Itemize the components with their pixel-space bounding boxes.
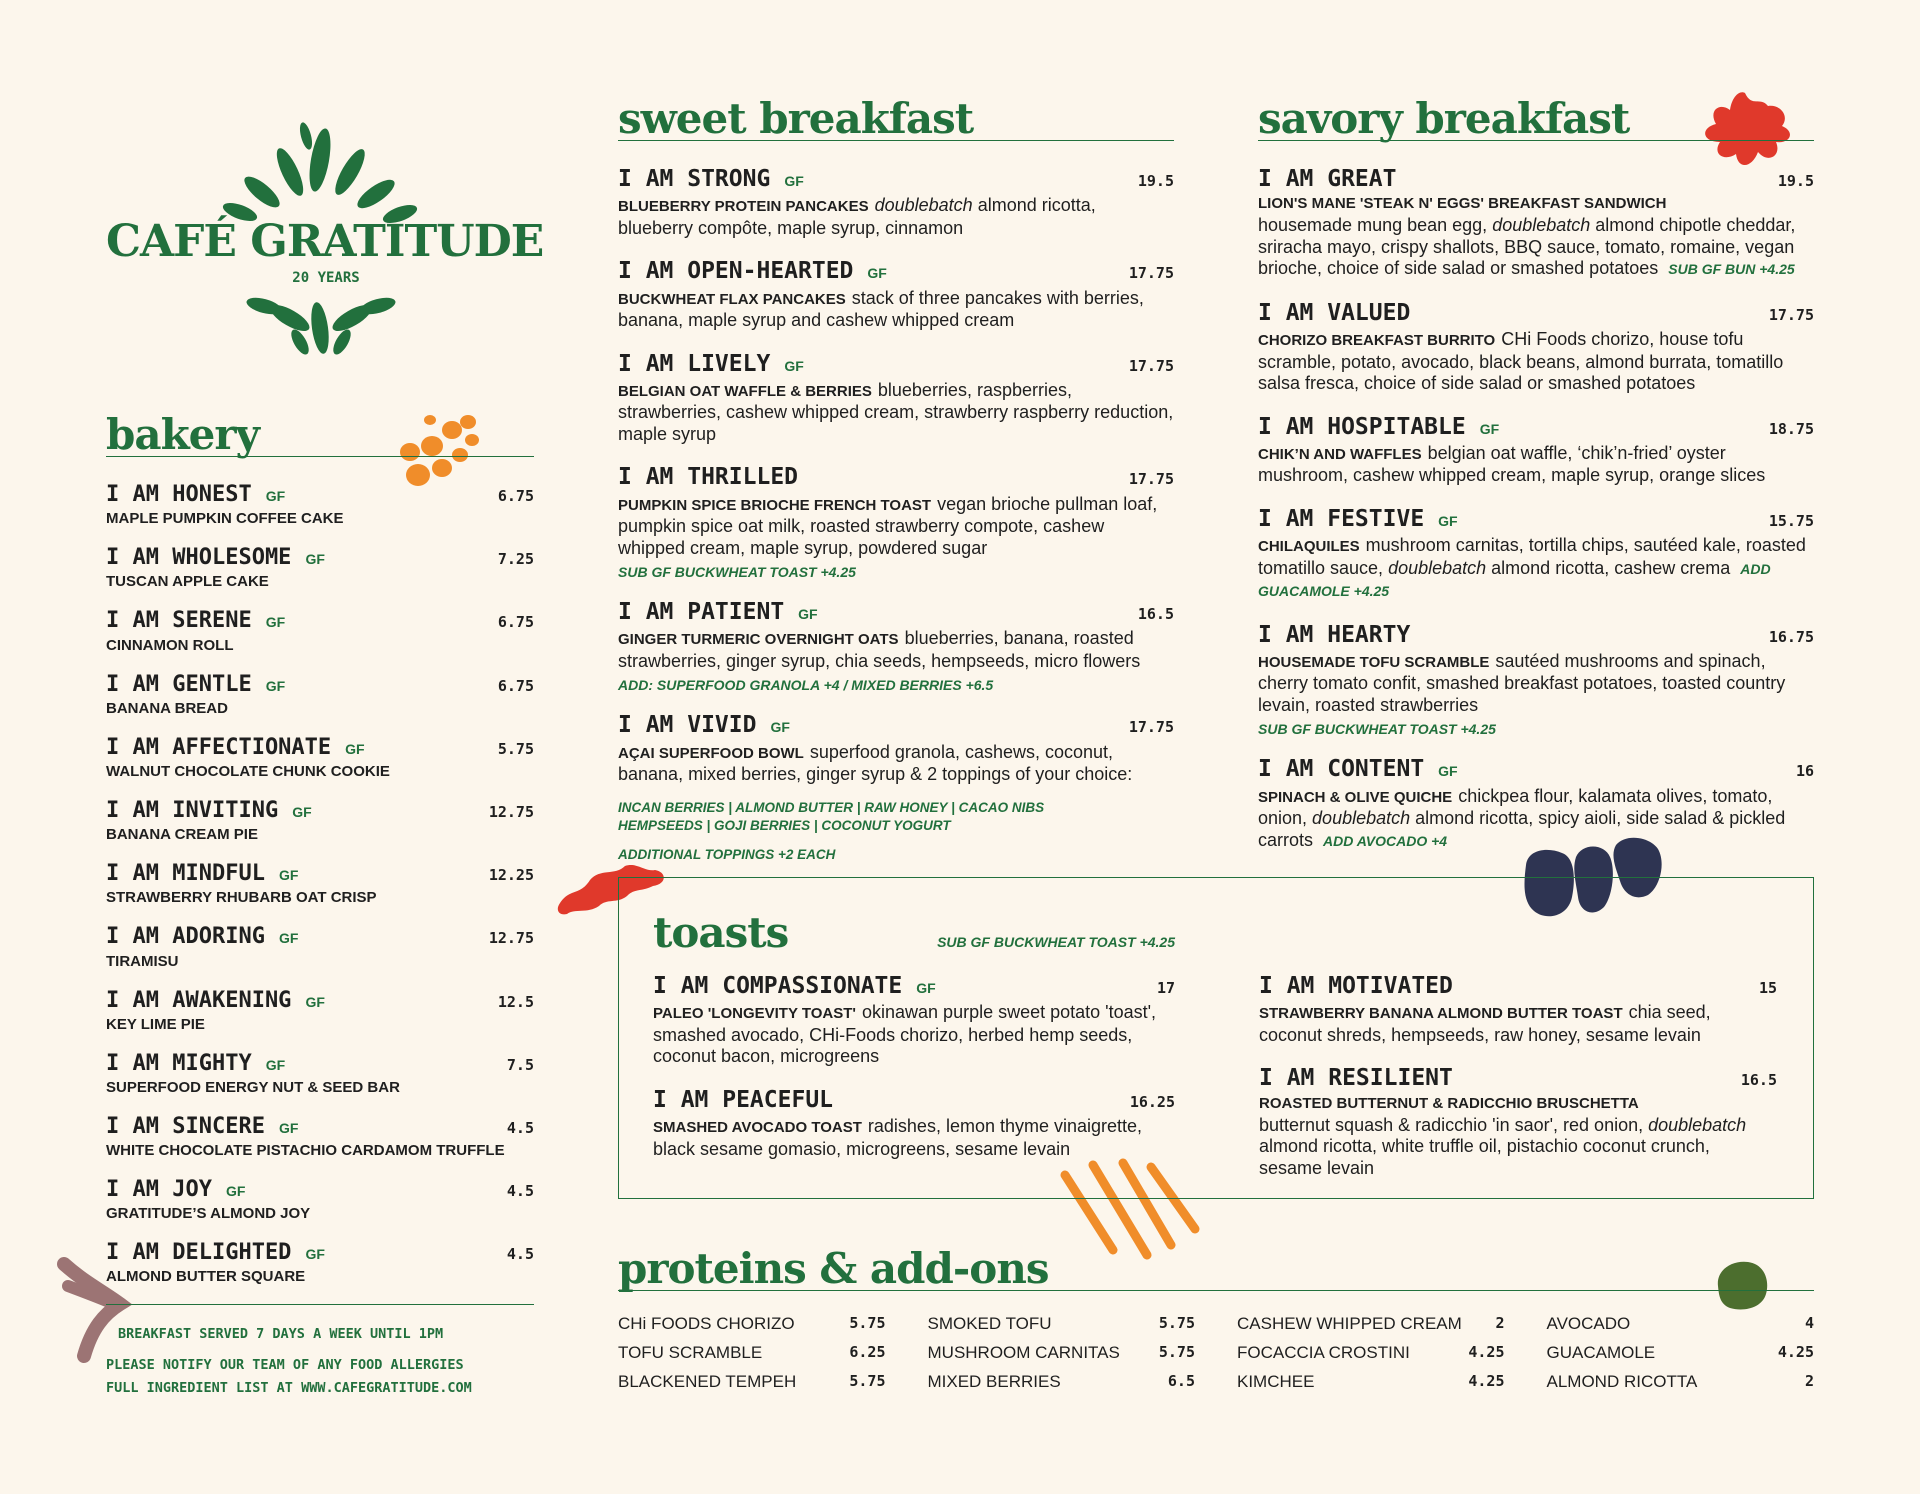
item-subtitle: WALNUT CHOCOLATE CHUNK COOKIE [106, 762, 390, 780]
item-price: 6.75 [497, 613, 534, 632]
item-name: I AM PEACEFUL [653, 1086, 834, 1113]
item-desc-text: chickpea flour, kalamata olives, tomato, onion, [1258, 785, 1773, 829]
gluten-free-badge: GF [305, 1246, 325, 1263]
gluten-free-badge: GF [916, 980, 936, 996]
item-name: I AM FESTIVE [1258, 505, 1425, 532]
addon-price: 4.25 [1468, 1372, 1505, 1390]
footer-line-website: FULL INGREDIENT LIST AT WWW.CAFEGRATITUDE.COM [106, 1380, 472, 1397]
item-description [1258, 651, 1814, 717]
item-desc-text: stack of three pancakes with berries, banana, maple syrup and cashew whipped cream [618, 287, 1144, 331]
toasts-left-column [653, 974, 1175, 1180]
item-dish-name: GINGER TURMERIC OVERNIGHT OATS [618, 631, 899, 649]
addon-item [928, 1309, 1196, 1338]
gluten-free-badge: GF [305, 993, 325, 1010]
gluten-free-badge: GF [292, 803, 312, 820]
item-price: 19.5 [1137, 172, 1174, 190]
item-price: 12.25 [488, 866, 534, 885]
item-price: 15 [1758, 979, 1777, 997]
gluten-free-badge: GF [305, 551, 325, 568]
item-desc-text: belgian oat waffle, ‘chik’n-fried’ oyster mushroom, cashew whipped cream, maple syrup, orange slices [1258, 442, 1766, 486]
item-price: 16.25 [1129, 1092, 1175, 1111]
item-desc-text: butternut squash & radicchio 'in saor', red onion, [1259, 1114, 1649, 1135]
item-note: ADD GUACAMOLE +4.25 [1258, 560, 1771, 600]
item-name-row [618, 600, 1174, 625]
item-name: I AM MIGHTY [106, 1050, 252, 1076]
item-name: I AM COMPASSIONATE [653, 973, 903, 999]
item-dish-name: CHORIZO BREAKFAST BURRITO [1258, 332, 1496, 350]
addon-name: CASHEW WHIPPED CREAM [1237, 1314, 1462, 1333]
item-price: 17.75 [1768, 305, 1814, 324]
item-name-row [1258, 507, 1814, 532]
item-name: I AM PATIENT [618, 599, 785, 626]
item-name: I AM GENTLE [106, 671, 252, 697]
item-price: 4.5 [506, 1118, 534, 1137]
item-name-row [106, 673, 534, 697]
item-subtitle: TUSCAN APPLE CAKE [106, 573, 269, 591]
item-subtitle: BANANA CREAM PIE [106, 826, 258, 844]
item-price: 16.75 [1768, 627, 1814, 646]
item-subtitle: TIRAMISU [106, 952, 179, 970]
item-note: SUB GF BUCKWHEAT TOAST +4.25 [618, 564, 856, 581]
item-price: 6.75 [497, 487, 534, 505]
item-desc-italic: doublebatch [874, 195, 973, 216]
item-description [1258, 329, 1814, 395]
menu-item [106, 483, 534, 527]
item-price: 16.5 [1740, 1071, 1777, 1090]
gluten-free-badge: GF [265, 677, 286, 694]
item-desc-italic: doublebatch [1492, 215, 1591, 236]
addon-item [928, 1367, 1196, 1396]
menu-item [106, 862, 534, 906]
addon-price: 4 [1804, 1314, 1814, 1332]
menu-item [1258, 167, 1814, 281]
item-subtitle: CINNAMON ROLL [106, 636, 234, 654]
toasts-section [618, 877, 1814, 1199]
item-dish-name: BUCKWHEAT FLAX PANCAKES [618, 290, 846, 308]
addon-price: 5.75 [1158, 1343, 1195, 1361]
item-dish-name: BLUEBERRY PROTEIN PANCAKES [618, 198, 869, 216]
item-dish-name: PUMPKIN SPICE BRIOCHE FRENCH TOAST [618, 496, 932, 514]
sweet-title: sweet breakfast [618, 94, 974, 143]
item-desc-italic: doublebatch [1388, 557, 1487, 578]
item-note: SUB GF BUN +4.25 [1668, 261, 1795, 278]
addon-name: KIMCHEE [1237, 1372, 1315, 1391]
menu-item [618, 465, 1174, 580]
addon-name: SMOKED TOFU [927, 1314, 1052, 1333]
item-name-row [106, 1115, 534, 1139]
addon-item [1237, 1367, 1505, 1396]
item-subtitle: STRAWBERRY RHUBARB OAT CRISP [106, 889, 377, 907]
item-name-row [1259, 1066, 1777, 1091]
addon-item [1547, 1309, 1815, 1338]
item-description [653, 1116, 1175, 1160]
gluten-free-badge: GF [1438, 763, 1458, 780]
item-name-row [1258, 623, 1814, 648]
item-description [618, 494, 1174, 560]
footer-line-hours: BREAKFAST SERVED 7 DAYS A WEEK UNTIL 1PM [118, 1326, 444, 1343]
item-dish-name: PALEO 'LONGEVITY TOAST' [653, 1005, 856, 1023]
item-name-row [618, 465, 1174, 490]
item-price: 17.75 [1128, 356, 1174, 375]
item-name-row [106, 546, 534, 570]
item-price: 4.5 [506, 1245, 534, 1264]
item-name: I AM STRONG [618, 166, 771, 192]
item-name: I AM SERENE [106, 608, 252, 634]
addon-price: 5.75 [1158, 1314, 1195, 1332]
item-name-row [1258, 415, 1814, 440]
item-description [618, 288, 1174, 332]
addon-name: GUACAMOLE [1546, 1343, 1656, 1362]
item-price: 17.75 [1128, 718, 1174, 737]
gluten-free-badge: GF [278, 930, 299, 947]
menu-item [1258, 415, 1814, 487]
item-name: I AM ADORING [106, 924, 265, 950]
item-note: SUB GF BUCKWHEAT TOAST +4.25 [1258, 721, 1496, 738]
logo-name: CAFÉ GRATITUDE [106, 216, 544, 267]
menu-item [653, 974, 1175, 1068]
item-note: ADD AVOCADO +4 [1323, 832, 1448, 849]
item-price: 4.5 [506, 1182, 534, 1201]
menu-item [106, 925, 534, 969]
gluten-free-badge: GF [225, 1183, 246, 1200]
menu-item [618, 352, 1174, 446]
item-desc-text: almond ricotta, white truffle oil, pistachio coconut crunch, sesame levain [1259, 1136, 1710, 1178]
addons-column [1237, 1309, 1505, 1396]
menu-item [653, 1088, 1175, 1160]
addon-name: BLACKENED TEMPEH [618, 1372, 797, 1391]
footer-line-allergies: PLEASE NOTIFY OUR TEAM OF ANY FOOD ALLERGIES [106, 1357, 464, 1374]
leaf-bottom-icon [220, 270, 420, 360]
item-name-row [1258, 167, 1814, 192]
menu-item [106, 673, 534, 717]
item-name: I AM DELIGHTED [106, 1240, 292, 1266]
item-desc-text: almond ricotta, spicy aioli, side salad & pickled carrots [1258, 808, 1786, 850]
item-note: ADD: SUPERFOOD GRANOLA +4 / MIXED BERRIES +6.5 [618, 677, 994, 694]
addons-column [618, 1309, 886, 1396]
menu-item [106, 799, 534, 843]
item-name-row [106, 925, 534, 949]
item-desc-text: vegan brioche pullman loaf, pumpkin spice oat milk, roasted strawberry compote, cashew whipped cream, maple syrup, powdered sugar [618, 493, 1158, 558]
logo-years: 20 YEARS [292, 270, 360, 286]
item-subtitle: LION'S MANE 'STEAK N' EGGS' BREAKFAST SANDWICH [1258, 195, 1667, 213]
addons-grid [618, 1309, 1814, 1396]
item-desc-text: almond ricotta, cashew crema [1486, 557, 1731, 578]
item-description [1259, 1115, 1777, 1180]
item-dish-name: CHILAQUILES [1258, 538, 1360, 556]
addon-name: TOFU SCRAMBLE [618, 1343, 763, 1362]
addon-item [618, 1338, 886, 1367]
item-desc-text: mushroom carnitas, tortilla chips, sautéed kale, roasted tomatillo sauce, [1258, 535, 1806, 578]
item-description [618, 195, 1174, 239]
item-price: 12.75 [488, 929, 534, 948]
item-toppings: INCAN BERRIES | ALMOND BUTTER | RAW HONEY | CACAO NIBS [618, 799, 1045, 815]
item-name: I AM VALUED [1258, 299, 1411, 326]
menu-item [1258, 623, 1814, 738]
addon-price: 4.25 [1777, 1343, 1814, 1361]
menu-item [1259, 974, 1777, 1046]
item-name-row [106, 862, 534, 886]
item-price: 5.75 [497, 739, 534, 758]
item-price: 17 [1156, 979, 1175, 997]
footer-divider [106, 1304, 534, 1305]
item-name: I AM MINDFUL [106, 861, 265, 887]
menu-item [106, 1178, 534, 1222]
item-description [1258, 443, 1814, 487]
item-dish-name: STRAWBERRY BANANA ALMOND BUTTER TOAST [1259, 1005, 1623, 1023]
menu-item [106, 1115, 534, 1159]
item-desc-italic: doublebatch [1312, 808, 1411, 829]
item-price: 18.75 [1768, 419, 1814, 438]
item-name-row [618, 713, 1174, 738]
gluten-free-badge: GF [278, 867, 299, 884]
item-name: I AM MOTIVATED [1259, 973, 1453, 999]
addon-item [618, 1367, 886, 1396]
item-name-row [653, 1088, 1175, 1113]
addons-section [618, 1244, 1814, 1396]
item-price: 6.75 [497, 676, 534, 695]
addon-price: 5.75 [849, 1372, 886, 1390]
savory-title: savory breakfast [1258, 94, 1630, 143]
item-name-row [1258, 757, 1814, 782]
item-name: I AM AFFECTIONATE [106, 734, 332, 760]
addon-price: 6.25 [849, 1343, 886, 1361]
item-price: 15.75 [1768, 511, 1814, 530]
menu-item [618, 259, 1174, 331]
item-price: 12.5 [497, 992, 534, 1011]
item-name-row [106, 1241, 534, 1265]
item-toppings: HEMPSEEDS | GOJI BERRIES | COCONUT YOGURT [618, 817, 951, 833]
item-subtitle: WHITE CHOCOLATE PISTACHIO CARDAMOM TRUFFLE [106, 1142, 505, 1160]
item-price: 16.5 [1137, 605, 1174, 624]
item-name-row [106, 799, 534, 823]
item-dish-name: CHIK’N AND WAFFLES [1258, 445, 1422, 463]
logo [106, 120, 544, 372]
gluten-free-badge: GF [345, 740, 365, 757]
item-dish-name: HOUSEMADE TOFU SCRAMBLE [1258, 653, 1490, 671]
gluten-free-badge: GF [265, 614, 286, 631]
item-desc-text: almond chipotle cheddar, sriracha mayo, crispy shallots, BBQ sauce, tomato, romaine, vegan brioche, choice of side salad or smashed potatoes [1258, 215, 1796, 279]
bakery-section [106, 410, 534, 1286]
item-name: I AM THRILLED [618, 464, 799, 491]
item-name: I AM HOSPITABLE [1258, 413, 1466, 440]
addon-name: MUSHROOM CARNITAS [927, 1343, 1120, 1362]
item-subtitle: MAPLE PUMPKIN COFFEE CAKE [106, 510, 344, 528]
item-description [1258, 215, 1814, 281]
addon-name: ALMOND RICOTTA [1546, 1372, 1698, 1391]
savory-list [1258, 167, 1814, 852]
gluten-free-badge: GF [770, 719, 790, 736]
sweet-list [618, 167, 1174, 862]
item-name: I AM WHOLESOME [106, 545, 292, 571]
item-description [618, 628, 1174, 672]
item-price: 17.75 [1128, 470, 1174, 489]
addon-price: 4.25 [1468, 1343, 1505, 1361]
item-dish-name: BELGIAN OAT WAFFLE & BERRIES [618, 382, 872, 400]
item-desc-text: chia seed, coconut shreds, hempseeds, raw honey, sesame levain [1259, 1002, 1711, 1045]
item-name-row [1258, 301, 1814, 326]
left-column [106, 120, 544, 1400]
item-subtitle: ALMOND BUTTER SQUARE [106, 1268, 306, 1286]
item-name-row [1259, 974, 1777, 999]
item-toppings: ADDITIONAL TOPPINGS +2 EACH [618, 846, 836, 862]
item-name-row [618, 352, 1174, 377]
item-name: I AM HONEST [106, 482, 252, 507]
menu-item [106, 609, 534, 653]
toasts-right-column [1259, 974, 1777, 1199]
item-subtitle: ROASTED BUTTERNUT & RADICCHIO BRUSCHETTA [1259, 1094, 1639, 1112]
addon-price: 2 [1804, 1372, 1814, 1390]
item-desc-text: blueberries, raspberries, strawberries, cashew whipped cream, strawberry raspberry reduction, maple syrup [618, 379, 1174, 444]
menu-item [106, 736, 534, 780]
addon-name: MIXED BERRIES [927, 1372, 1061, 1391]
item-subtitle: KEY LIME PIE [106, 1015, 205, 1033]
addon-item [618, 1309, 886, 1338]
addons-title: proteins & add-ons [618, 1244, 1049, 1293]
addon-item [1547, 1338, 1815, 1367]
item-description [1258, 786, 1814, 853]
footer-notes [106, 1323, 534, 1400]
item-name: I AM RESILIENT [1259, 1065, 1453, 1092]
gluten-free-badge: GF [1479, 420, 1500, 437]
item-desc-text: sautéed mushrooms and spinach, cherry tomato confit, smashed breakfast potatoes, toasted country levain, roasted strawberries [1258, 650, 1786, 715]
item-name: I AM AWAKENING [106, 987, 292, 1013]
item-name-row [106, 483, 534, 507]
item-name: I AM VIVID [618, 712, 757, 739]
menu-item [106, 546, 534, 590]
item-name: I AM SINCERE [106, 1113, 265, 1139]
menu-item [1259, 1066, 1777, 1179]
gluten-free-badge: GF [867, 265, 887, 282]
savory-breakfast-section [1258, 94, 1814, 872]
item-desc-italic: doublebatch [1648, 1114, 1747, 1135]
menu-item [106, 1052, 534, 1096]
menu-item [1258, 757, 1814, 852]
sweet-breakfast-section [618, 94, 1174, 882]
item-name: I AM INVITING [106, 797, 279, 823]
item-name: I AM OPEN-HEARTED [618, 258, 854, 285]
gluten-free-badge: GF [1438, 512, 1458, 529]
addon-price: 6.5 [1167, 1372, 1195, 1390]
item-price: 17.75 [1128, 264, 1174, 283]
gluten-free-badge: GF [784, 357, 804, 374]
bakery-list [106, 483, 534, 1285]
item-description [1259, 1002, 1777, 1046]
item-description [653, 1002, 1175, 1068]
addon-item [1237, 1309, 1505, 1338]
item-name: I AM JOY [106, 1177, 212, 1203]
item-desc-text: CHi Foods chorizo, house tofu scramble, potato, avocado, black beans, almond burrata, tomatillo salsa fresca, choice of side salad or smashed potatoes [1258, 329, 1784, 394]
gluten-free-badge: GF [265, 488, 286, 504]
toasts-title: toasts [653, 908, 789, 957]
item-name-row [106, 1178, 534, 1202]
item-description [1258, 535, 1814, 603]
item-description [618, 742, 1174, 786]
menu-item [1258, 301, 1814, 395]
item-desc-text: superfood granola, cashews, coconut, banana, mixed berries, ginger syrup & 2 toppings of your choice: [618, 741, 1133, 785]
item-price: 19.5 [1777, 172, 1814, 190]
menu-item [618, 167, 1174, 239]
gluten-free-badge: GF [265, 1056, 286, 1073]
addons-column [1547, 1309, 1815, 1396]
menu-item [618, 600, 1174, 693]
item-name-row [106, 609, 534, 633]
gluten-free-badge: GF [278, 1119, 299, 1136]
addon-price: 2 [1495, 1314, 1505, 1332]
menu-item [106, 1241, 534, 1285]
addon-name: FOCACCIA CROSTINI [1237, 1343, 1410, 1362]
item-subtitle: SUPERFOOD ENERGY NUT & SEED BAR [106, 1078, 400, 1096]
item-name: I AM LIVELY [618, 350, 771, 377]
item-subtitle: GRATITUDE’S ALMOND JOY [106, 1205, 311, 1223]
item-desc-text: housemade mung bean egg, [1258, 215, 1493, 236]
item-price: 7.5 [506, 1055, 534, 1074]
item-subtitle: BANANA BREAD [106, 699, 228, 717]
addon-price: 5.75 [849, 1314, 886, 1332]
gluten-free-badge: GF [798, 606, 818, 623]
item-price: 12.75 [488, 802, 534, 821]
gluten-free-badge: GF [784, 173, 804, 189]
addon-item [1237, 1338, 1505, 1367]
item-name-row [106, 1052, 534, 1076]
item-dish-name: SMASHED AVOCADO TOAST [653, 1119, 862, 1137]
addon-item [1547, 1367, 1815, 1396]
item-dish-name: AÇAI SUPERFOOD BOWL [618, 744, 804, 762]
item-name-row [618, 259, 1174, 284]
item-name: I AM GREAT [1258, 166, 1397, 192]
item-description [618, 380, 1174, 446]
addon-name: AVOCADO [1546, 1314, 1631, 1333]
item-name: I AM HEARTY [1258, 621, 1411, 648]
leaf-top-icon [210, 120, 430, 230]
item-price: 16 [1795, 762, 1814, 781]
item-price: 7.25 [497, 550, 534, 569]
item-dish-name: SPINACH & OLIVE QUICHE [1258, 788, 1453, 806]
item-desc-text: blueberries, banana, roasted strawberries, ginger syrup, chia seeds, hempseeds, micro flowers [618, 628, 1141, 671]
addon-item [928, 1338, 1196, 1367]
menu-item [1258, 507, 1814, 603]
item-name: I AM CONTENT [1258, 756, 1425, 783]
menu-item [618, 713, 1174, 861]
bakery-title: bakery [106, 410, 259, 459]
addon-name: CHi FOODS CHORIZO [618, 1314, 795, 1333]
item-desc-text: okinawan purple sweet potato 'toast', smashed avocado, CHi-Foods chorizo, herbed hemp seeds, coconut bacon, microgreens [653, 1002, 1157, 1067]
item-name-row [618, 167, 1174, 192]
menu-item [106, 989, 534, 1033]
toasts-note: SUB GF BUCKWHEAT TOAST +4.25 [937, 934, 1175, 950]
item-desc-text: almond ricotta, blueberry compôte, maple syrup, cinnamon [618, 195, 1096, 238]
item-name-row [653, 974, 1175, 999]
addons-column [928, 1309, 1196, 1396]
item-name-row [106, 736, 534, 760]
item-desc-text: radishes, lemon thyme vinaigrette, black sesame gomasio, microgreens, sesame levain [653, 1116, 1143, 1159]
item-name-row [106, 989, 534, 1013]
